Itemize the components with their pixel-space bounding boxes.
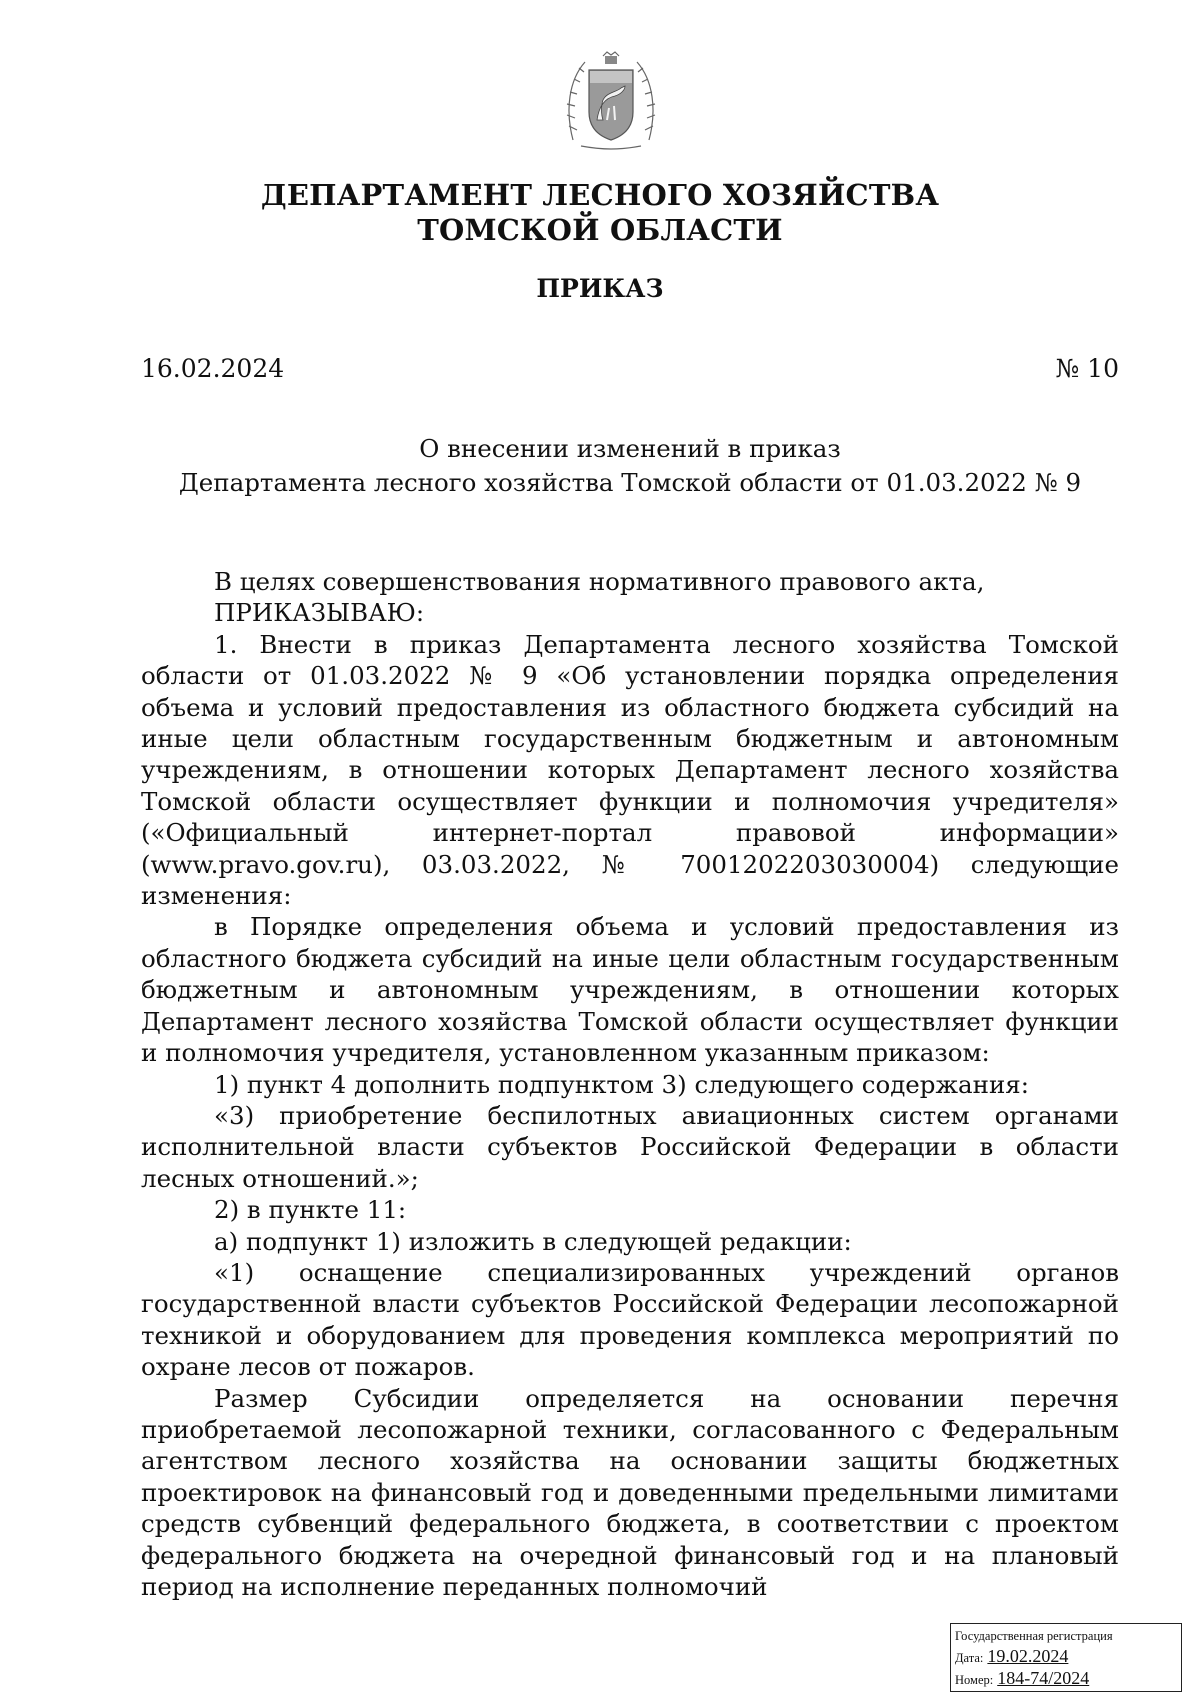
body-paragraph: 1. Внести в приказ Департамента лесного хозяйства Томской области от 01.03.2022 № 9 «Об установлении порядка определения объема и условий предоставления из областного бюджета субсидий на иные цели областным государственным бюджетным и автономным учреждениям, в отношении которых Департамент лесного хозяйства Томской области осуществляет функции и полномочия учредителя» («Официальный интернет-портал правовой информации» (www.pravo.gov.ru), 03.03.2022, № 7001202203030004) следующие изменения:	[141, 629, 1119, 911]
body-paragraph: ПРИКАЗЫВАЮ:	[214, 598, 425, 628]
coat-of-arms-emblem	[563, 50, 659, 154]
registration-number-value: 184-74/2024	[997, 1668, 1090, 1688]
registration-stamp	[950, 1623, 1182, 1692]
subject-line1: О внесении изменений в приказ	[419, 434, 841, 463]
registration-date-row	[955, 1646, 1177, 1668]
document-type: ПРИКАЗ	[536, 274, 664, 303]
body-paragraph: «3) приобретение беспилотных авиационных систем органами исполнительной власти субъектов Российской Федерации в области лесных отношений.»;	[141, 1100, 1119, 1193]
order-body	[141, 566, 1119, 1602]
registration-date-label: Дата:	[955, 1651, 984, 1665]
body-paragraph: «1) оснащение специализированных учреждений органов государственной власти субъектов Российской Федерации лесопожарной техникой и оборудованием для проведения комплекса мероприятий по охране лесов от пожаров.	[141, 1257, 1119, 1382]
body-paragraph: а) подпункт 1) изложить в следующей редакции:	[214, 1226, 852, 1256]
subject-line2: Департамента лесного хозяйства Томской области от 01.03.2022 № 9	[178, 468, 1082, 497]
body-paragraph: Размер Субсидии определяется на основании перечня приобретаемой лесопожарной техники, согласованного с Федеральным агентством лесного хозяйства на основании защиты бюджетных проектировок на финансовый год и доведенными предельными лимитами средств субвенций федерального бюджета, в соответствии с проектом федерального бюджета на очередной финансовый год и на плановый период на исполнение переданных полномочий	[141, 1383, 1119, 1601]
body-paragraph: 1) пункт 4 дополнить подпунктом 3) следующего содержания:	[214, 1069, 1030, 1099]
registration-date-value: 19.02.2024	[987, 1646, 1069, 1666]
registration-title: Государственная регистрация	[955, 1629, 1113, 1643]
organization-name-line2: ТОМСКОЙ ОБЛАСТИ	[417, 213, 783, 247]
order-date: 16.02.2024	[141, 354, 285, 383]
body-paragraph: В целях совершенствования нормативного правового акта,	[214, 567, 985, 596]
order-subject	[141, 432, 1119, 500]
body-paragraph: в Порядке определения объема и условий предоставления из областного бюджета субсидий на иные цели областным государственным бюджетным и автономным учреждениям, в отношении которых Департамент лесного хозяйства Томской области осуществляет функции и полномочия учредителя, установленном указанным приказом:	[141, 912, 1119, 1068]
registration-number-label: Номер:	[955, 1673, 994, 1687]
body-paragraph: 2) в пункте 11:	[214, 1195, 407, 1225]
order-number: № 10	[1055, 354, 1119, 383]
registration-number-row	[955, 1668, 1177, 1690]
organization-name-line1: ДЕПАРТАМЕНТ ЛЕСНОГО ХОЗЯЙСТВА	[260, 178, 940, 212]
